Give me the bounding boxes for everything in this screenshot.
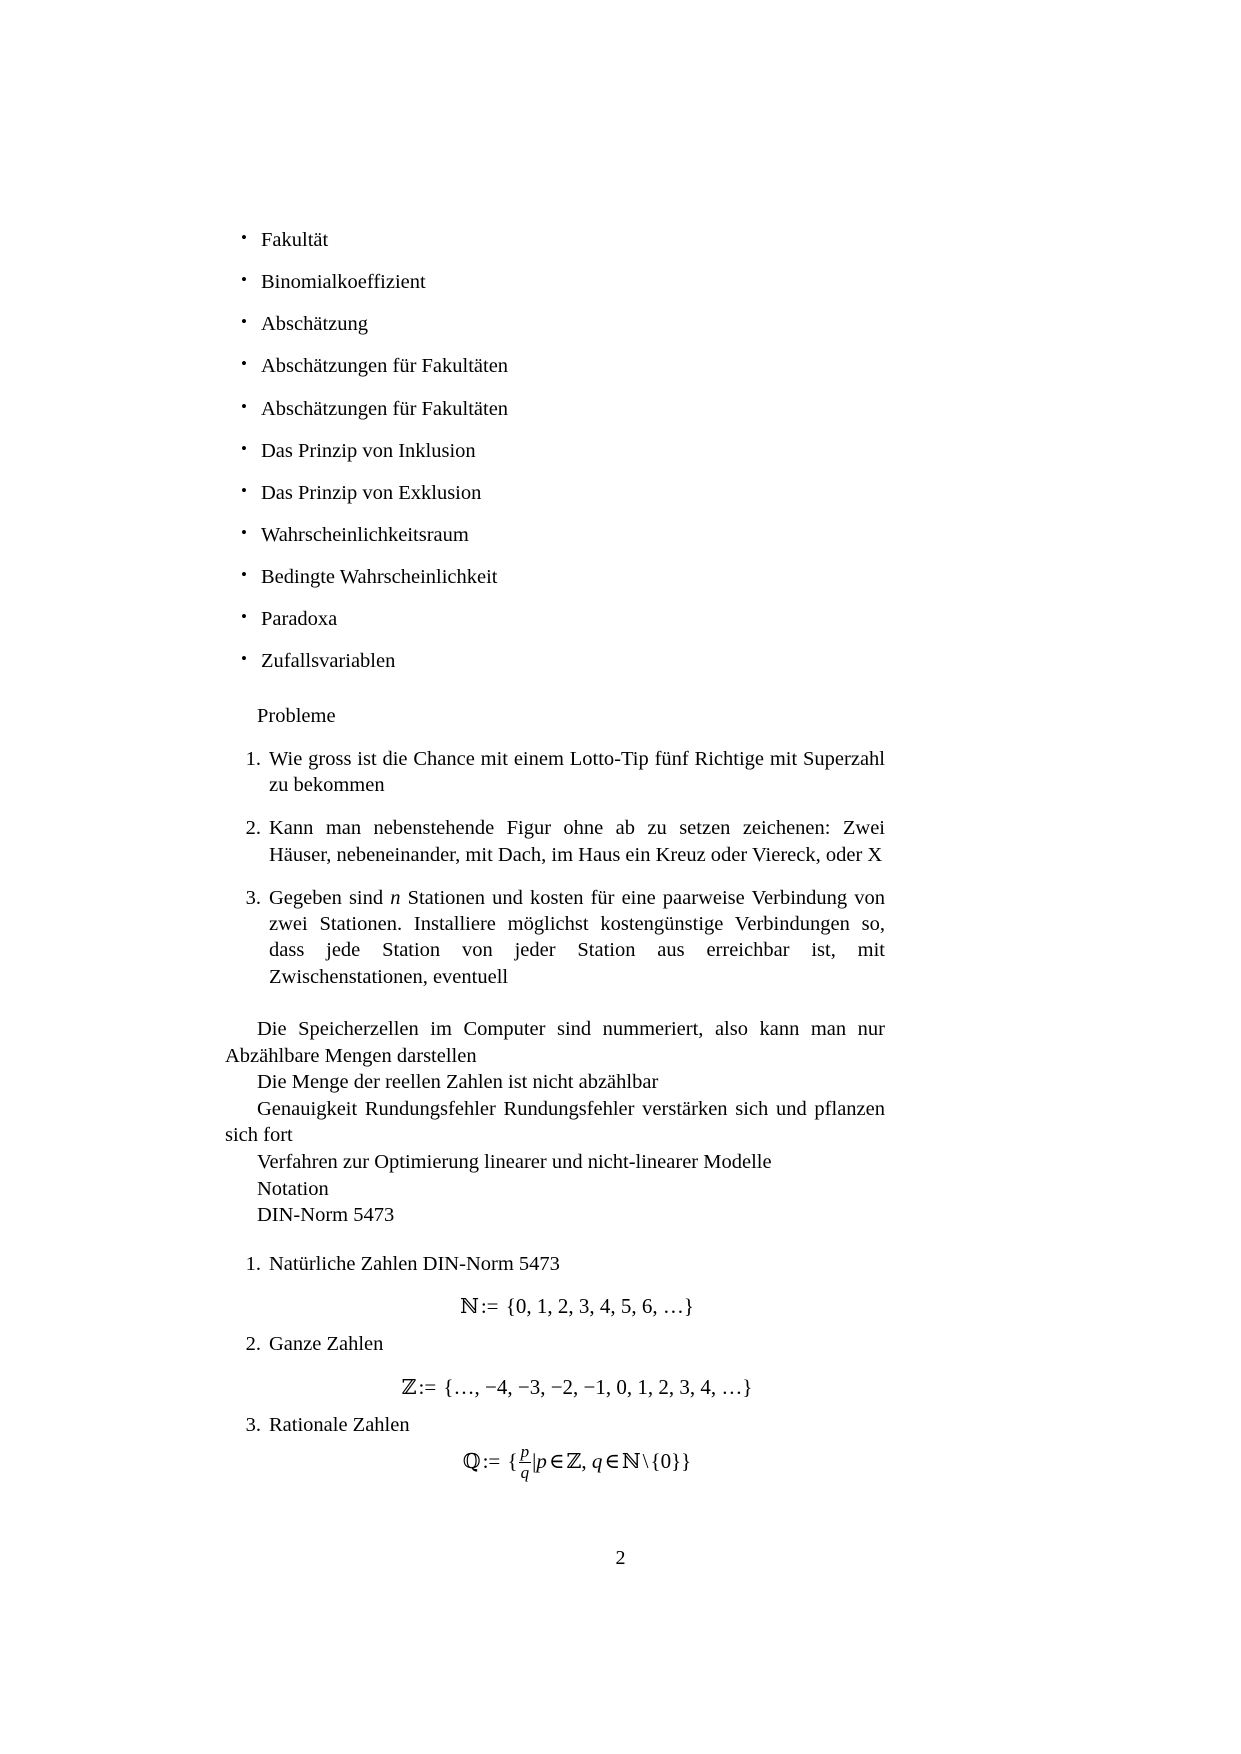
note-verfahren: Verfahren zur Optimierung linearer und nicht-linearer Modelle [257, 1151, 772, 1174]
assign-operator: := [418, 1374, 437, 1399]
list-item [225, 397, 885, 423]
list-item [225, 270, 885, 296]
math-variable-n: n [390, 886, 401, 909]
symbol-natural-numbers: ℕ [621, 1449, 641, 1474]
probleme-list [225, 746, 885, 990]
note-speicherzellen: Die Speicherzellen im Computer sind nummeriert, also kann man nur Abzählbare Mengen darstellen [225, 1017, 885, 1067]
list-item [225, 649, 885, 675]
set-body: {0, 1, 2, 3, 4, 5, 6, …} [505, 1294, 694, 1319]
note-din-norm: DIN-Norm 5473 [257, 1204, 395, 1227]
element-of-icon: ∈ [548, 1449, 565, 1474]
set-body: {…, −4, −3, −2, −1, 0, 1, 2, 3, 4, …} [443, 1374, 753, 1399]
topics-list [225, 228, 885, 675]
list-item [225, 815, 885, 867]
equation-integers [269, 1375, 885, 1400]
list-item [225, 439, 885, 465]
set-minus-icon: \ [642, 1449, 649, 1474]
list-item [225, 607, 885, 633]
topic-label: Fakultät [261, 229, 329, 251]
variable-p: p [536, 1449, 547, 1474]
equation-rationals [269, 1444, 885, 1483]
list-item [225, 565, 885, 591]
symbol-rationals: ℚ [462, 1449, 481, 1474]
variable-q: q [591, 1449, 603, 1474]
list-item [225, 1412, 885, 1483]
assign-operator: := [482, 1449, 501, 1474]
list-item [225, 885, 885, 990]
assign-operator: := [480, 1294, 499, 1319]
spacer [225, 730, 885, 746]
page-number: 2 [615, 1547, 626, 1569]
fraction-numerator: p [520, 1442, 530, 1462]
such-that-bar: | [532, 1449, 537, 1474]
topic-label: Abschätzung [261, 313, 369, 336]
probleme-item-text-after: Stationen und kosten für eine paarweise Verbindung von zwei Stationen. Installiere möglichst kostengünstige Verbindungen so, dass jede Station von jeder Station aus erreichbar ist, mit Zwischenstationen, eventuell [269, 886, 885, 988]
symbol-integers: ℤ [401, 1374, 417, 1399]
probleme-item-text-before: Gegeben sind [269, 886, 391, 909]
list-item [225, 481, 885, 507]
topic-label: Binomialkoeffizient [261, 271, 426, 294]
list-item [225, 1251, 885, 1319]
comma: , [581, 1449, 592, 1474]
close-brace: } [681, 1449, 692, 1474]
equation-natural-numbers [269, 1294, 885, 1319]
zahlen-label: Ganze Zahlen [269, 1333, 384, 1356]
list-item [225, 312, 885, 338]
topic-label: Zufallsvariablen [261, 650, 396, 673]
topic-label: Abschätzungen für Fakultäten [261, 397, 509, 420]
fraction-denominator: q [520, 1462, 530, 1482]
topic-label: Das Prinzip von Inklusion [261, 439, 476, 462]
symbol-natural-numbers: ℕ [460, 1294, 479, 1319]
probleme-heading: Probleme [257, 705, 336, 728]
spacer [225, 1007, 885, 1016]
symbol-integers: ℤ [566, 1449, 582, 1474]
zero-set: {0} [650, 1449, 682, 1474]
list-item [225, 228, 885, 254]
list-item [225, 523, 885, 549]
note-reelle-zahlen: Die Menge der reellen Zahlen ist nicht abzählbar [257, 1071, 659, 1094]
spacer [225, 691, 885, 703]
topic-label: Wahrscheinlichkeitsraum [261, 523, 469, 546]
list-item [225, 354, 885, 380]
open-brace: { [507, 1449, 518, 1474]
note-notation: Notation [257, 1177, 329, 1200]
probleme-item-text: Wie gross ist die Chance mit einem Lotto-Tip fünf Richtige mit Superzahl zu bekommen [269, 748, 885, 797]
element-of-icon: ∈ [604, 1449, 620, 1474]
list-item [225, 746, 885, 798]
list-item [225, 1331, 885, 1399]
fraction-p-over-q [519, 1443, 532, 1482]
page-content [225, 228, 885, 1493]
topic-label: Paradoxa [261, 608, 338, 631]
probleme-item-text: Kann man nebenstehende Figur ohne ab zu setzen zeichenen: Zwei Häuser, nebeneinander, mit Dach, im Haus ein Kreuz oder Viereck, oder X [269, 817, 885, 866]
spacer [225, 1229, 885, 1251]
zahlen-label: Rationale Zahlen [269, 1413, 410, 1436]
topic-label: Das Prinzip von Exklusion [261, 481, 482, 504]
topic-label: Abschätzungen für Fakultäten [261, 355, 509, 378]
note-genauigkeit: Genauigkeit Rundungsfehler Rundungsfehler verstärken sich und pflanzen sich fort [225, 1097, 885, 1147]
zahlen-list [225, 1251, 885, 1483]
zahlen-label: Natürliche Zahlen DIN-Norm 5473 [269, 1253, 560, 1276]
topic-label: Bedingte Wahrscheinlichkeit [261, 566, 498, 588]
